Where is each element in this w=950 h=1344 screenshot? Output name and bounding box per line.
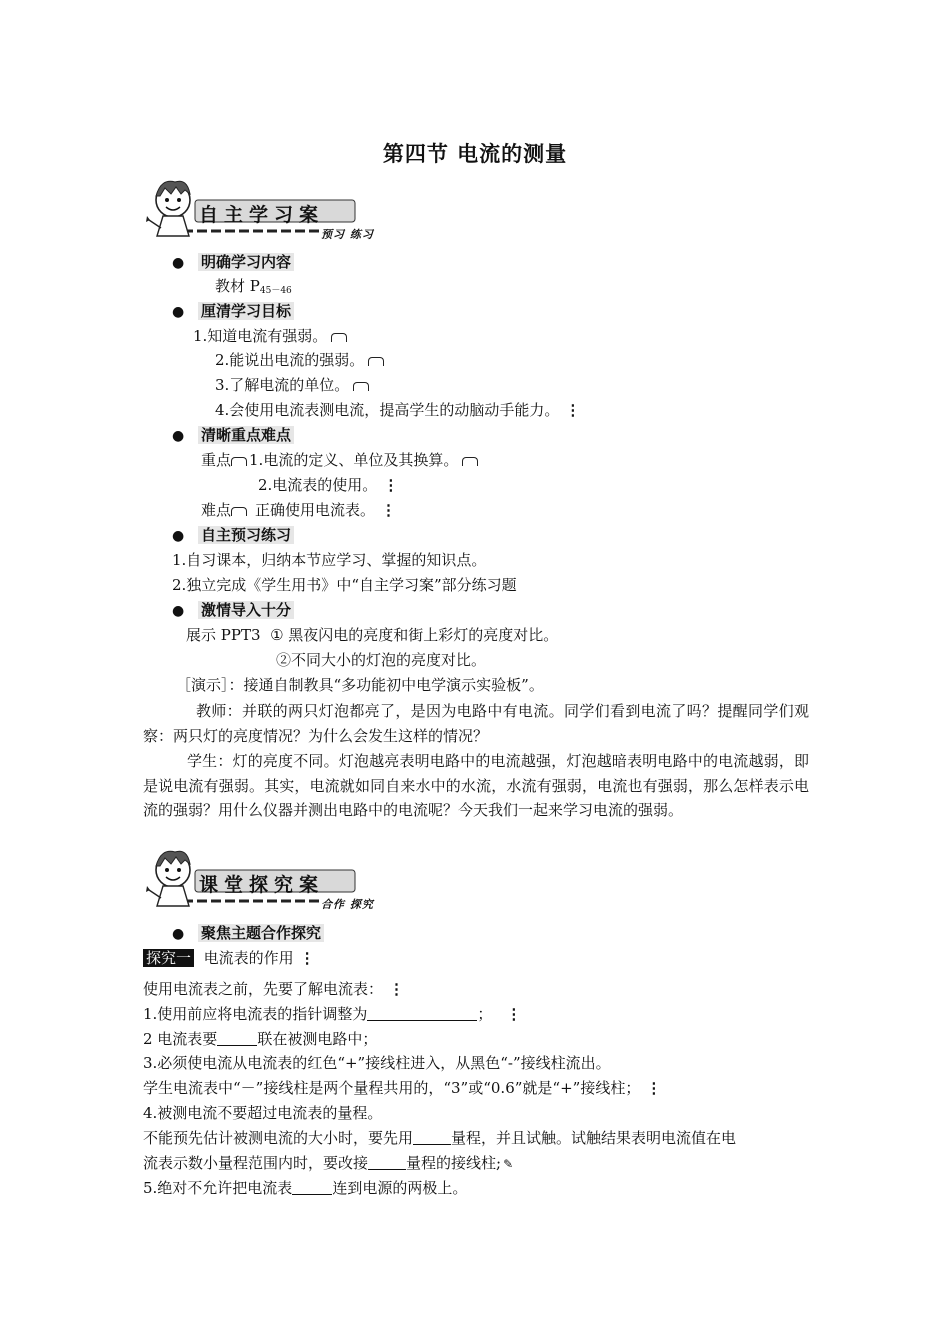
body-line: 2 电流表要 联在被测电路中；	[143, 1030, 378, 1048]
goal-item: 3.了解电流的单位。	[215, 374, 369, 396]
fill-blank[interactable]	[368, 1154, 406, 1170]
demo-text: ［演示］：接通自制教具“多功能初中电学演示实验板”。	[176, 676, 544, 694]
heading-study-goals: ● 厘清学习目标	[172, 300, 294, 323]
body-line: 流表示数小量程范围内时，要改接 量程的接线柱; ✎	[143, 1154, 514, 1172]
dots-mark-icon: ⋮	[389, 980, 405, 998]
dots-mark-icon: ⋮	[565, 401, 581, 419]
goal-item: 4.会使用电流表测电流，提高学生的动脑动手能力。 ⋮	[215, 401, 581, 419]
body-line: 3.必须使电流从电流表的红色“+”接线柱进入，从黑色“-”接线柱流出。	[143, 1054, 611, 1072]
banner-title: 课堂探究案	[199, 874, 325, 896]
ppt-row: 展示 PPT3 ① 黑夜闪电的亮度和街上彩灯的亮度对比。	[186, 626, 559, 644]
bullet-icon: ●	[172, 603, 185, 619]
dots-mark-icon: ⋮	[383, 476, 399, 494]
goal-item: 1.知道电流有强弱。	[193, 325, 347, 347]
heading-intro: ● 激情导入十分	[172, 599, 294, 622]
body-line: 学生电流表中“－”接线柱是两个量程共用的，“3”或“0.6”就是“+”接线柱； ⋮	[143, 1079, 662, 1097]
difficulty-row: 难点 正确使用电流表。 ⋮	[201, 501, 397, 519]
page-title: 第四节 电流的测量	[382, 142, 568, 166]
inquiry-tag: 探究一	[143, 949, 194, 967]
bullet-icon: ●	[172, 304, 185, 320]
ppt-row: ②不同大小的灯泡的亮度对比。	[276, 651, 487, 669]
practice-item: 1.自习课本，归纳本节应学习、掌握的知识点。	[172, 551, 487, 569]
dots-mark-icon: ⋮	[381, 501, 397, 519]
heading-study-content: ● 明确学习内容	[172, 251, 294, 274]
bullet-icon: ●	[172, 428, 185, 444]
key-point-row: 2.电流表的使用。 ⋮	[258, 476, 399, 494]
study-content-text: 教材 $P_{45-46}$	[215, 277, 292, 296]
body-line: 使用电流表之前，先要了解电流表： ⋮	[143, 980, 405, 998]
bracket-mark-icon	[331, 333, 347, 342]
scribble-mark-icon: ✎	[503, 1157, 514, 1171]
fill-blank[interactable]	[413, 1129, 451, 1145]
body-line: 1.使用前应将电流表的指针调整为 ； ⋮	[143, 1005, 522, 1023]
student-paragraph: 学生：灯的亮度不同。灯泡越亮表明电路中的电流越强，灯泡越暗表明电路中的电流越弱，即是说电流有强弱。其实，电流就如同自来水中的水流，水流有强弱，电流也有强弱，那么怎样表示电流的强弱？用什么仪器并测出电路中的电流呢？今天我们一起来学习电流的强弱。	[143, 752, 809, 819]
practice-item: 2.独立完成《学生用书》中“自主学习案”部分练习题	[172, 576, 517, 594]
section-banner-classroom	[143, 846, 388, 912]
banner-subtitle: 预习 练习	[321, 228, 374, 241]
dots-mark-icon: ⋮	[299, 949, 315, 967]
bracket-mark-icon	[462, 457, 478, 466]
bullet-icon: ●	[172, 528, 185, 544]
goal-item: 2.能说出电流的强弱。	[215, 349, 384, 371]
fill-blank[interactable]	[367, 1005, 477, 1021]
body-line: 4.被测电流不要超过电流表的量程。	[143, 1104, 383, 1122]
section-banner-self-study	[143, 176, 388, 242]
bracket-mark-icon	[231, 457, 247, 466]
body-line: 不能预先估计被测电流的大小时，要先用 量程，并且试触。试触结果表明电流值在电	[143, 1129, 737, 1147]
bullet-icon: ●	[172, 926, 185, 942]
dots-mark-icon: ⋮	[506, 1005, 522, 1023]
banner-subtitle: 合作 探究	[321, 898, 374, 911]
bracket-mark-icon	[231, 507, 247, 516]
heading-key-points: ● 清晰重点难点	[172, 424, 294, 447]
fill-blank[interactable]	[217, 1030, 257, 1046]
teacher-paragraph: 教师：并联的两只灯泡都亮了，是因为电路中有电流。同学们看到电流了吗？提醒同学们观察：两只灯的亮度情况？为什么会发生这样的情况？	[143, 702, 809, 745]
key-point-row: 重点 1.电流的定义、单位及其换算。	[201, 449, 478, 471]
fill-blank[interactable]	[292, 1179, 332, 1195]
body-line: 5.绝对不允许把电流表 连到电源的两极上。	[143, 1179, 468, 1197]
inquiry-row: 探究一 电流表的作用 ⋮	[143, 947, 315, 969]
banner-title: 自主学习案	[199, 204, 325, 226]
heading-cooperative-inquiry: ● 聚焦主题合作探究	[172, 922, 324, 945]
bullet-icon: ●	[172, 255, 185, 271]
dots-mark-icon: ⋮	[646, 1079, 662, 1097]
heading-preview-practice: ● 自主预习练习	[172, 524, 294, 547]
bracket-mark-icon	[353, 382, 369, 391]
bracket-mark-icon	[368, 357, 384, 366]
